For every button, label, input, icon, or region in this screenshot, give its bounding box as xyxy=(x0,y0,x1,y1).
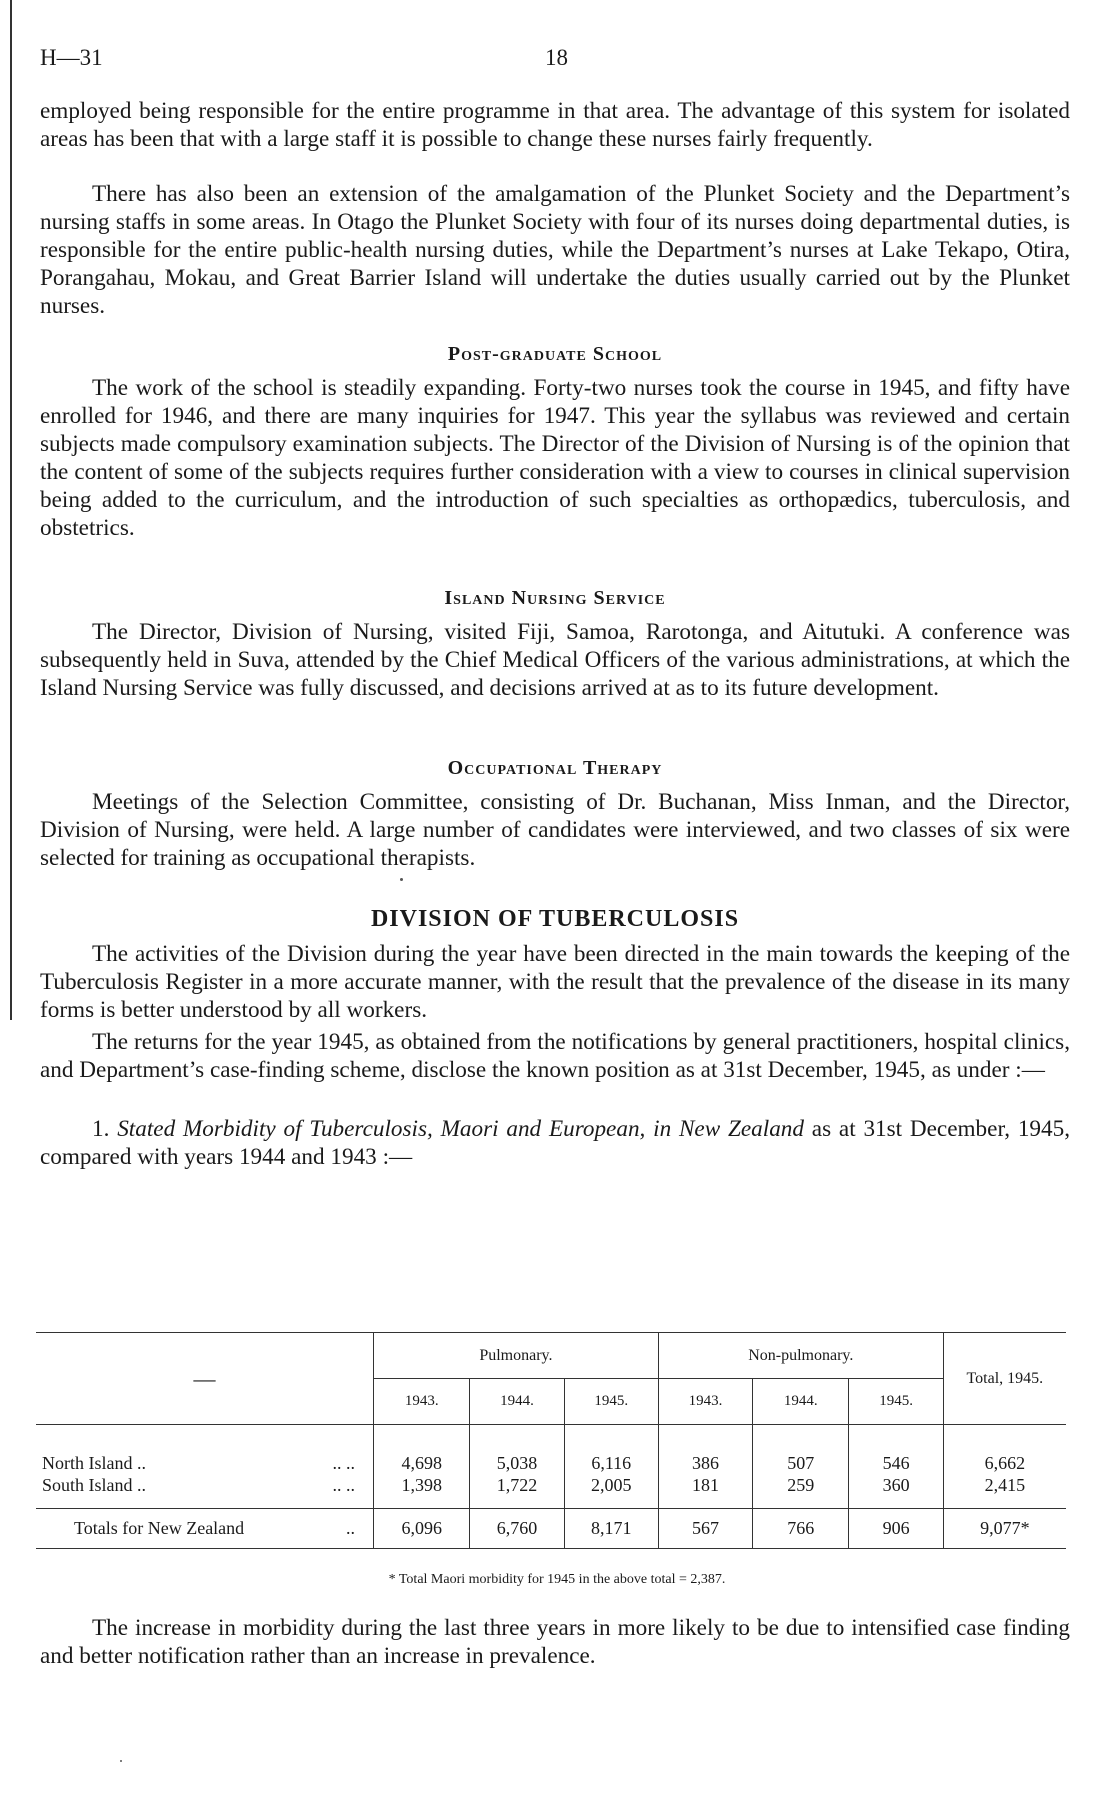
heading-block-tb xyxy=(40,906,1070,933)
page-number: 18 xyxy=(545,45,568,70)
row-label: North Island .. xyxy=(42,1453,146,1473)
cell: 8,171 xyxy=(564,1509,658,1549)
paragraph-continuation xyxy=(40,97,1070,153)
year-header: 1943. xyxy=(373,1379,469,1425)
total-row-label: Totals for New Zealand xyxy=(74,1518,245,1538)
cell: 6,096 xyxy=(373,1509,469,1549)
heading-island-nursing-service: Island Nursing Service xyxy=(444,587,666,609)
paragraph-block-6 xyxy=(40,940,1070,1024)
paragraph-block-2 xyxy=(40,180,1070,320)
cell: 1,398 xyxy=(373,1475,469,1497)
year-header: 1943. xyxy=(658,1379,752,1425)
cell: 507 xyxy=(753,1453,849,1475)
total-header: Total, 1945. xyxy=(943,1333,1066,1425)
paragraph-3: The work of the school is steadily expanding. Forty-two nurses took the course in 1945, and fifty have enrolled for 1946, and there are many inquiries for 1947. This year the syllabus was reviewed and certain subjects made compulsory examination subjects. The Director of the Division of Nursing is of the opinion that the content of some of the subjects requires further consideration with a view to courses in clinical supervision being added to the curriculum, and the introduction of such specialties as orthopædics, tuberculosis, and obstetrics. xyxy=(40,375,1070,541)
paragraph-block-9 xyxy=(40,1614,1070,1670)
table-row xyxy=(36,1453,1066,1475)
paragraph-7: The returns for the year 1945, as obtained from the notifications by general practitioners, hospital clinics, and Department’s case-finding scheme, disclose the known position as at 31st December, 1945, as under :— xyxy=(40,1029,1070,1083)
paragraph-9: The increase in morbidity during the last three years in more likely to be due to intensified case finding and better notification rather than an increase in prevalence. xyxy=(40,1615,1070,1669)
year-header: 1945. xyxy=(849,1379,943,1425)
document-code: H—31 xyxy=(40,45,103,70)
heading-block-postgrad xyxy=(40,343,1070,366)
row-label-cell xyxy=(36,1453,373,1475)
table-row xyxy=(36,1475,1066,1497)
cell: 567 xyxy=(658,1509,752,1549)
leader-dots: .. xyxy=(345,1518,355,1538)
cell: 6,760 xyxy=(470,1509,564,1549)
cell: 4,698 xyxy=(373,1453,469,1475)
cell: 2,415 xyxy=(943,1475,1066,1497)
row-label: South Island .. xyxy=(42,1475,147,1495)
nonpulmonary-header: Non-pulmonary. xyxy=(658,1333,943,1379)
heading-block-occ xyxy=(40,757,1070,780)
cell: 2,005 xyxy=(564,1475,658,1497)
heading-block-island xyxy=(40,587,1070,610)
leader-dots: .. .. xyxy=(332,1475,355,1495)
morbidity-table xyxy=(36,1332,1066,1549)
table-caption-rest: as at 31st December, 1945, compared with years 1944 and 1943 :— xyxy=(40,1116,1071,1170)
paragraph-6: The activities of the Division during the year have been directed in the main towards the keeping of the Tuberculosis Register in a more accurate manner, with the result that the prevalence of the disease in its many forms is better understood by all workers. xyxy=(40,941,1070,1023)
year-header: 1945. xyxy=(564,1379,658,1425)
year-header: 1944. xyxy=(470,1379,564,1425)
stray-mark xyxy=(120,1760,122,1762)
paragraph-5: Meetings of the Selection Committee, consisting of Dr. Buchanan, Miss Inman, and the Director, Division of Nursing, were held. A large number of candidates were interviewed, and two classes of six were selected for training as occupational therapists. xyxy=(40,789,1070,871)
cell: 386 xyxy=(658,1453,752,1475)
paragraph-block-5 xyxy=(40,788,1070,872)
paragraph-block-3 xyxy=(40,374,1070,542)
cell: 5,038 xyxy=(470,1453,564,1475)
table-footnote: * Total Maori morbidity for 1945 in the above total = 2,387. xyxy=(388,1572,726,1587)
cell: 6,116 xyxy=(564,1453,658,1475)
table-total-row xyxy=(36,1509,1066,1549)
cell: 360 xyxy=(849,1475,943,1497)
paragraph-8 xyxy=(40,1115,1070,1171)
row-label-cell xyxy=(36,1475,373,1497)
cell: 906 xyxy=(849,1509,943,1549)
heading-division-of-tuberculosis: DIVISION OF TUBERCULOSIS xyxy=(370,906,740,932)
leader-dots: .. .. xyxy=(332,1453,355,1473)
cell: 546 xyxy=(849,1453,943,1475)
year-header: 1944. xyxy=(753,1379,849,1425)
stub-header: — xyxy=(193,1365,216,1391)
cell: 9,077* xyxy=(943,1509,1066,1549)
cell: 259 xyxy=(753,1475,849,1497)
item-number: 1. xyxy=(92,1116,110,1142)
stray-mark xyxy=(400,878,403,881)
pulmonary-header: Pulmonary. xyxy=(373,1333,658,1379)
cell: 1,722 xyxy=(470,1475,564,1497)
cell: 181 xyxy=(658,1475,752,1497)
heading-occupational-therapy: Occupational Therapy xyxy=(447,757,663,779)
table-caption-italic: Stated Morbidity of Tuberculosis, Maori and European, in New Zealand xyxy=(117,1116,804,1142)
cell: 766 xyxy=(753,1509,849,1549)
heading-post-graduate-school: Post-graduate School xyxy=(447,343,663,365)
paragraph-block-4 xyxy=(40,618,1070,702)
cell: 6,662 xyxy=(943,1453,1066,1475)
paragraph-1: employed being responsible for the entire programme in that area. The advantage of this system for isolated areas has been that with a large staff it is possible to change these nurses fairly frequently. xyxy=(40,98,1070,152)
paragraph-4: The Director, Division of Nursing, visited Fiji, Samoa, Rarotonga, and Aitutuki. A conference was subsequently held in Suva, attended by the Chief Medical Officers of the various administrations, at which the Island Nursing Service was fully discussed, and decisions arrived at as to its future development. xyxy=(40,619,1070,701)
left-margin-rule xyxy=(10,0,12,1020)
total-label-cell xyxy=(36,1509,373,1549)
paragraph-block-8 xyxy=(40,1115,1070,1171)
paragraph-block-7 xyxy=(40,1028,1070,1084)
paragraph-2: There has also been an extension of the amalgamation of the Plunket Society and the Department’s nursing staffs in some areas. In Otago the Plunket Society with four of its nurses doing departmental duties, is responsible for the entire public-health nursing duties, while the Department’s nurses at Lake Tekapo, Otira, Porangahau, Mokau, and Great Barrier Island will undertake the duties usually carried out by the Plunket nurses. xyxy=(40,181,1070,319)
